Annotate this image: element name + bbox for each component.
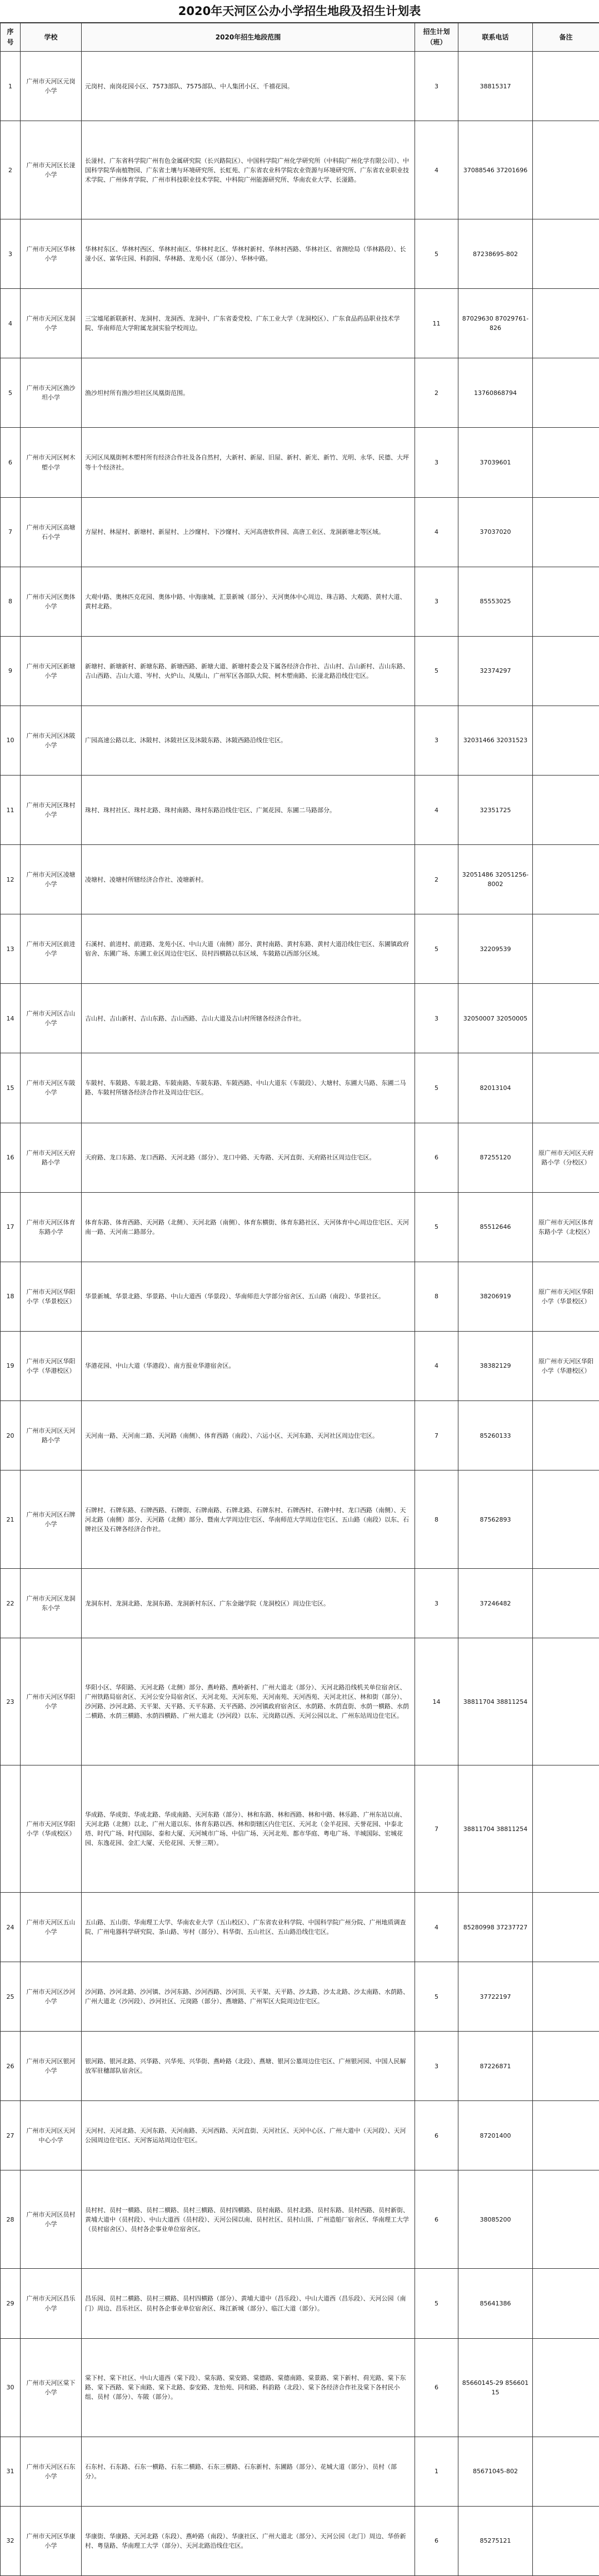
enrollment-range: 天河南一路、天河南二路、天河路（南侧）、体育西路（南段）、六运小区、天河东路、天河社区周边住宅区。 xyxy=(82,1400,415,1470)
contact-phone: 32050007 32050005 xyxy=(458,984,533,1053)
col-header-classes: 招生计划（班） xyxy=(415,23,458,52)
enrollment-range: 沙河路、沙河北路、沙河镇、沙河东路、沙河西路、沙河顶、天平架、天平路、沙太路、沙太北路、沙太南路、水荫路、广州大道北（沙河段）、沙河社区、元岗路（部分）、燕塘路、广州军区大院周边住宅区。 xyxy=(82,1962,415,2032)
school-name: 广州市天河区五山小学 xyxy=(21,1893,82,1962)
school-name: 广州市天河区昌乐小学 xyxy=(21,2269,82,2338)
contact-phone: 87562893 xyxy=(458,1470,533,1569)
school-name: 广州市天河区华林小学 xyxy=(21,219,82,289)
contact-phone: 32374297 xyxy=(458,636,533,706)
table-row xyxy=(1,776,599,845)
contact-phone: 38382129 xyxy=(458,1331,533,1400)
contact-phone: 87029630 87029761-826 xyxy=(458,289,533,358)
table-row xyxy=(1,1123,599,1192)
contact-phone: 37246482 xyxy=(458,1569,533,1638)
table-row xyxy=(1,2170,599,2269)
row-number: 13 xyxy=(1,914,21,984)
enrollment-range: 龙洞东村、龙洞北路、龙洞东路、龙洞新村东区、广东金融学院（龙洞校区）周边住宅区。 xyxy=(82,1569,415,1638)
contact-phone: 32031466 32031523 xyxy=(458,706,533,775)
enrollment-range: 天河村、天河北路、天河东路、天河南路、天河西路、天河直街、天河社区、天河中心区、广州大道中（天河段）、天河公园周边住宅区、天河客运站周边住宅区。 xyxy=(82,2101,415,2170)
row-number: 16 xyxy=(1,1123,21,1192)
row-number: 12 xyxy=(1,845,21,914)
remark xyxy=(533,2437,599,2506)
table-row xyxy=(1,2269,599,2338)
contact-phone: 32209539 xyxy=(458,914,533,984)
table-row xyxy=(1,428,599,497)
table-row xyxy=(1,1192,599,1262)
row-number: 14 xyxy=(1,984,21,1053)
contact-phone: 32351725 xyxy=(458,776,533,845)
row-number: 27 xyxy=(1,2101,21,2170)
class-count: 3 xyxy=(415,428,458,497)
contact-phone: 82013104 xyxy=(458,1053,533,1123)
school-name: 广州市天河区石牌小学 xyxy=(21,1470,82,1569)
enrollment-range: 银河路、银河北路、兴华路、兴华苑、兴华街、燕岭路（北段）、燕塘、银河公墓周边住宅区、广州银河园、中国人民解放军驻穗部队宿舍区。 xyxy=(82,2032,415,2101)
class-count: 4 xyxy=(415,121,458,219)
enrollment-range: 石牌村、石牌东路、石牌西路、石牌街、石牌南路、石牌北路、石牌东村、石牌西村、石牌中村、龙口西路（南侧）、天河北路（南侧）部分、天河路（北侧）部分、暨南大学周边住宅区、华南师范大学周边住宅区、五山路（南段）以东、石牌社区及石牌各经济合作社。 xyxy=(82,1470,415,1569)
contact-phone: 37722197 xyxy=(458,1962,533,2032)
row-number: 7 xyxy=(1,497,21,567)
contact-phone: 32051486 32051256-8002 xyxy=(458,845,533,914)
enrollment-range: 珠村、珠村社区、珠村北路、珠村南路、珠村东路沿线住宅区、广氮花园、东圃二马路部分。 xyxy=(82,776,415,845)
contact-phone: 87238695-802 xyxy=(458,219,533,289)
remark xyxy=(533,636,599,706)
table-row xyxy=(1,1962,599,2032)
remark xyxy=(533,121,599,219)
school-name: 广州市天河区沙河小学 xyxy=(21,1962,82,2032)
class-count: 7 xyxy=(415,1765,458,1893)
row-number: 17 xyxy=(1,1192,21,1262)
table-row xyxy=(1,1262,599,1331)
remark xyxy=(533,1569,599,1638)
enrollment-plan-table xyxy=(0,23,599,2576)
table-row xyxy=(1,2032,599,2101)
school-name: 广州市天河区华阳小学（华景校区） xyxy=(21,1262,82,1331)
school-name: 广州市天河区高塘石小学 xyxy=(21,497,82,567)
page-title: 2020年天河区公办小学招生地段及招生计划表 xyxy=(0,0,599,23)
school-name: 广州市天河区奥体小学 xyxy=(21,567,82,636)
remark xyxy=(533,914,599,984)
row-number: 24 xyxy=(1,1893,21,1962)
school-name: 广州市天河区沐陂小学 xyxy=(21,706,82,775)
contact-phone: 85553025 xyxy=(458,567,533,636)
table-row xyxy=(1,706,599,775)
enrollment-range: 车陂村、车陂路、车陂北路、车陂南路、车陂东路、车陂西路、中山大道东（车陂段）、大塘村、东圃大马路、东圃二马路、车陂村所辖各经济合作社及周边住宅区。 xyxy=(82,1053,415,1123)
class-count: 11 xyxy=(415,289,458,358)
remark xyxy=(533,2506,599,2575)
remark xyxy=(533,776,599,845)
row-number: 6 xyxy=(1,428,21,497)
table-body xyxy=(1,52,599,2576)
table-row xyxy=(1,289,599,358)
row-number: 30 xyxy=(1,2338,21,2437)
class-count: 3 xyxy=(415,2032,458,2101)
remark xyxy=(533,845,599,914)
table-row xyxy=(1,1765,599,1893)
table-row xyxy=(1,845,599,914)
enrollment-range: 华景新城、华景北路、华景路、中山大道西（华景段）、华南师范大学部分宿舍区、五山路（南段）、华景社区。 xyxy=(82,1262,415,1331)
remark xyxy=(533,428,599,497)
school-name: 广州市天河区渔沙坦小学 xyxy=(21,358,82,428)
class-count: 6 xyxy=(415,1123,458,1192)
contact-phone: 37039601 xyxy=(458,428,533,497)
contact-phone: 87201400 xyxy=(458,2101,533,2170)
school-name: 广州市天河区柯木塱小学 xyxy=(21,428,82,497)
table-row xyxy=(1,1400,599,1470)
table-row xyxy=(1,219,599,289)
school-name: 广州市天河区元岗小学 xyxy=(21,52,82,121)
class-count: 8 xyxy=(415,1262,458,1331)
enrollment-range: 三宝墟尾新联新村、龙洞村、龙洞西、龙洞中、广东省委党校、广东工业大学（龙洞校区）、广东食品药品职业技术学院、华南师范大学附属龙洞实验学校周边。 xyxy=(82,289,415,358)
school-name: 广州市天河区龙洞小学 xyxy=(21,289,82,358)
school-name: 广州市天河区吉山小学 xyxy=(21,984,82,1053)
row-number: 1 xyxy=(1,52,21,121)
class-count: 6 xyxy=(415,2170,458,2269)
enrollment-range: 员村村、员村一横路、员村二横路、员村三横路、员村四横路、员村南路、员村北路、员村东路、员村西路、员村新街、黄埔大道中（员村段）、中山大道西（员村段）、天河公园以南、员村社区、员村山顶、广州造船厂宿舍区、华南理工大学（员村宿舍区）、员村各企事业单位宿舍区。 xyxy=(82,2170,415,2269)
enrollment-range: 长湴村、广东省科学院广州有色金属研究院（长兴路院区）、中国科学院广州化学研究所（中科院广州化学有限公司）、中国科学院华南植物园、广东省土壤与环境研究所、长虹苑、广东省农业科学院农业资源与环境研究所、广东省农业职业技术学院、广州体育学院、广州市科技职业技术学院、中科院广州能源研究所、华南农业大学、长湴路。 xyxy=(82,121,415,219)
table-row xyxy=(1,567,599,636)
enrollment-range: 吉山村、吉山新村、吉山东路、吉山西路、吉山大道及吉山村所辖各经济合作社。 xyxy=(82,984,415,1053)
class-count: 5 xyxy=(415,1053,458,1123)
class-count: 5 xyxy=(415,914,458,984)
row-number: 8 xyxy=(1,567,21,636)
table-row xyxy=(1,1638,599,1765)
school-name: 广州市天河区新塘小学 xyxy=(21,636,82,706)
row-number: 23 xyxy=(1,1638,21,1765)
enrollment-range: 棠下村、棠下社区、中山大道西（棠下段）、棠东路、棠安路、棠德路、棠德南路、棠景路、棠下新村、荷光路、棠下东路、棠下西路、棠下南路、棠下北路、泰安路、龙怡苑、同和路、科韵路（北段）、棠下各经济合作社及棠下各村民小组、员村（部分）、车陂（部分）。 xyxy=(82,2338,415,2437)
remark xyxy=(533,2338,599,2437)
school-name: 广州市天河区银河小学 xyxy=(21,2032,82,2101)
class-count: 5 xyxy=(415,219,458,289)
enrollment-range: 华林村东区、华林村西区、华林村南区、华林村北区、华林村新村、华林村西路、华林社区、省测绘局（华林路段）、长湴小区、富华庄园、科韵园、华林路、龙苑小区（部分）、华林中路。 xyxy=(82,219,415,289)
class-count: 6 xyxy=(415,2101,458,2170)
row-number: 5 xyxy=(1,358,21,428)
row-number: 26 xyxy=(1,2032,21,2101)
remark xyxy=(533,1400,599,1470)
enrollment-range: 华港花园、中山大道（华港段）、南方报业华港宿舍区。 xyxy=(82,1331,415,1400)
contact-phone: 85512646 xyxy=(458,1192,533,1262)
remark xyxy=(533,358,599,428)
contact-phone: 85641386 xyxy=(458,2269,533,2338)
school-name: 广州市天河区珠村小学 xyxy=(21,776,82,845)
class-count: 6 xyxy=(415,2338,458,2437)
col-header-note: 备注 xyxy=(533,23,599,52)
enrollment-range: 华康街、华康路、天河北路（东段）、燕岭路（南段）、华康社区、广州大道北（部分）、天河公园（北门）周边、华侨新村、粤垦路、华南理工大学（部分）、天河北路沿线住宅区。 xyxy=(82,2506,415,2575)
remark: 原广州市天河区华阳小学（华景校区） xyxy=(533,1262,599,1331)
enrollment-range: 元岗村、南岗花园小区、7573部队、7575部队、中人集团小区、千禧花园。 xyxy=(82,52,415,121)
row-number: 21 xyxy=(1,1470,21,1569)
class-count: 3 xyxy=(415,567,458,636)
remark xyxy=(533,2170,599,2269)
class-count: 5 xyxy=(415,2269,458,2338)
table-header-row xyxy=(1,23,599,52)
enrollment-range: 方屋村、林屋村、新塘村、新屋村、上沙窿村、下沙窿村、天河高唐软件园、高唐工业区、龙洞新塘北等区域。 xyxy=(82,497,415,567)
table-row xyxy=(1,1053,599,1123)
class-count: 2 xyxy=(415,845,458,914)
remark xyxy=(533,706,599,775)
table-row xyxy=(1,358,599,428)
contact-phone: 85671045-802 xyxy=(458,2437,533,2506)
remark xyxy=(533,567,599,636)
remark: 原广州市天河区天府路小学（分校区） xyxy=(533,1123,599,1192)
remark: 原广州市天河区华阳小学（华港校区） xyxy=(533,1331,599,1400)
remark xyxy=(533,1638,599,1765)
class-count: 2 xyxy=(415,358,458,428)
class-count: 3 xyxy=(415,706,458,775)
row-number: 31 xyxy=(1,2437,21,2506)
remark xyxy=(533,52,599,121)
table-row xyxy=(1,2101,599,2170)
remark xyxy=(533,1962,599,2032)
contact-phone: 38085200 xyxy=(458,2170,533,2269)
row-number: 15 xyxy=(1,1053,21,1123)
remark xyxy=(533,1470,599,1569)
class-count: 5 xyxy=(415,1192,458,1262)
contact-phone: 38815317 xyxy=(458,52,533,121)
table-row xyxy=(1,1569,599,1638)
table-row xyxy=(1,121,599,219)
contact-phone: 85660145-29 85660115 xyxy=(458,2338,533,2437)
row-number: 18 xyxy=(1,1262,21,1331)
school-name: 广州市天河区天河中心小学 xyxy=(21,2101,82,2170)
row-number: 28 xyxy=(1,2170,21,2269)
row-number: 29 xyxy=(1,2269,21,2338)
row-number: 25 xyxy=(1,1962,21,2032)
row-number: 32 xyxy=(1,2506,21,2575)
contact-phone: 38206919 xyxy=(458,1262,533,1331)
remark xyxy=(533,497,599,567)
class-count: 3 xyxy=(415,52,458,121)
remark xyxy=(533,2101,599,2170)
enrollment-range: 天府路、龙口东路、龙口西路、天河北路（部分）、龙口中路、天寿路、天河直街、天府路社区周边住宅区。 xyxy=(82,1123,415,1192)
remark xyxy=(533,1053,599,1123)
class-count: 1 xyxy=(415,2437,458,2506)
class-count: 5 xyxy=(415,636,458,706)
table-row xyxy=(1,984,599,1053)
contact-phone: 37037020 xyxy=(458,497,533,567)
enrollment-range: 新塘村、新塘新村、新塘东路、新塘西路、新塘大道、新塘村委会及下属各经济合作社、吉山村、吉山新村、吉山东路、吉山西路、吉山大道、岑村、火炉山、凤凰山、广州军区各部队大院、柯木塱南路、长湴北路沿线住宅区。 xyxy=(82,636,415,706)
class-count: 8 xyxy=(415,1470,458,1569)
school-name: 广州市天河区凌塘小学 xyxy=(21,845,82,914)
enrollment-range: 华成路、华成街、华成北路、华成南路、天河东路（部分）、林和东路、林和西路、林和中路、林乐路、广州东站以南、天河北路（北侧）以北、广州大道以东、体育东路以西、林和街辖区内住宅区、天河北（金羊花园、天誉花园、中泰北塔、时代广场、时代国际、泰和大厦、天河城市广场、中信广场、天河北苑、都市华庭、粤电广场、羊城国际、宏城花园、东逸花园、金汇大厦、天伦花园、天誉三期）。 xyxy=(82,1765,415,1893)
remark xyxy=(533,219,599,289)
row-number xyxy=(1,1765,21,1893)
school-name: 广州市天河区华康小学 xyxy=(21,2506,82,2575)
row-number: 2 xyxy=(1,121,21,219)
enrollment-range: 华阳小区、华阳路、天河北路（北侧）部分、燕岭路、燕岭新村、广州大道北（部分）、天河北路沿线机关单位宿舍区、广州铁路局宿舍区、天河公安分局宿舍区、天河北苑、天河东苑、天河南苑、天河西苑、天河北社区、林和街（部分）、沙河路、沙河北路、天平架、天平路、天平东路、天平西路、沙河镇政府宿舍区、水荫路、水荫直街、水荫一横路、水荫二横路、水荫三横路、水荫四横路、广州大道北（沙河段）以东、元岗路以西、天河公园以北、广州东站周边住宅区。 xyxy=(82,1638,415,1765)
contact-phone: 38811704 38811254 xyxy=(458,1638,533,1765)
remark xyxy=(533,1893,599,1962)
enrollment-range: 五山路、五山街、华南理工大学、华南农业大学（五山校区）、广东省农业科学院、中国科学院广州分院、广州地质调查院、广州电器科学研究院、茶山路、岑村（部分）、科华街、五山社区、五山路沿线住宅区。 xyxy=(82,1893,415,1962)
remark xyxy=(533,2032,599,2101)
contact-phone: 85275121 xyxy=(458,2506,533,2575)
table-row xyxy=(1,497,599,567)
contact-phone: 87255120 xyxy=(458,1123,533,1192)
contact-phone: 85260133 xyxy=(458,1400,533,1470)
school-name: 广州市天河区华阳小学（华成校区） xyxy=(21,1765,82,1893)
row-number: 19 xyxy=(1,1331,21,1400)
table-row xyxy=(1,1331,599,1400)
table-row xyxy=(1,1470,599,1569)
school-name: 广州市天河区长湴小学 xyxy=(21,121,82,219)
enrollment-range: 广园高速公路以北、沐陂村、沐陂社区及沐陂东路、沐陂西路沿线住宅区。 xyxy=(82,706,415,775)
remark xyxy=(533,289,599,358)
school-name: 广州市天河区天府路小学 xyxy=(21,1123,82,1192)
class-count: 7 xyxy=(415,1400,458,1470)
row-number: 9 xyxy=(1,636,21,706)
row-number: 3 xyxy=(1,219,21,289)
col-header-range: 2020年招生地段范围 xyxy=(82,23,415,52)
school-name: 广州市天河区前进小学 xyxy=(21,914,82,984)
contact-phone: 87226871 xyxy=(458,2032,533,2101)
enrollment-range: 昌乐园、员村二横路、员村三横路、员村四横路（部分）、黄埔大道中（昌乐段）、中山大道西（昌乐段）、天河公园（南门）周边、昌乐社区、员村各企事业单位宿舍区、珠江新城（部分）、临江大道（部分）。 xyxy=(82,2269,415,2338)
enrollment-range: 石溪村、前进村、前进路、龙苑小区、中山大道（南侧）部分、黄村南路、黄村东路、黄村大道沿线住宅区、东圃镇政府宿舍、东圃广场、东圃工业区周边住宅区、员村四横路以东区域、车陂路以西部分区域。 xyxy=(82,914,415,984)
remark: 原广州市天河区体育东路小学（北校区） xyxy=(533,1192,599,1262)
school-name: 广州市天河区华阳小学（华港校区） xyxy=(21,1331,82,1400)
table-row xyxy=(1,52,599,121)
school-name: 广州市天河区龙洞东小学 xyxy=(21,1569,82,1638)
contact-phone: 38811704 38811254 xyxy=(458,1765,533,1893)
enrollment-range: 天河区凤凰街柯木塱村所有经济合作社及各自然村，大新村、新屋、旧屋、新村、新光、新竹、光明、永华、民德、大坪等十个经济社。 xyxy=(82,428,415,497)
school-name: 广州市天河区华阳小学 xyxy=(21,1638,82,1765)
enrollment-range: 体育东路、体育西路、天河路（北侧）、天河北路（南侧）、体育东横街、体育东路社区、天河体育中心周边住宅区、天河南一路、天河南二路部分。 xyxy=(82,1192,415,1262)
row-number: 20 xyxy=(1,1400,21,1470)
row-number: 4 xyxy=(1,289,21,358)
table-row xyxy=(1,2338,599,2437)
table-row xyxy=(1,914,599,984)
class-count: 4 xyxy=(415,1893,458,1962)
class-count: 6 xyxy=(415,2506,458,2575)
table-row xyxy=(1,2506,599,2575)
table-row xyxy=(1,2437,599,2506)
school-name: 广州市天河区天河路小学 xyxy=(21,1400,82,1470)
school-name: 广州市天河区石东小学 xyxy=(21,2437,82,2506)
contact-phone: 13760868794 xyxy=(458,358,533,428)
enrollment-range: 大观中路、奥林匹克花园、奥体中路、中海康城、汇景新城（部分）、天河奥体中心周边、珠吉路、大观路、黄村大道、黄村北路。 xyxy=(82,567,415,636)
remark xyxy=(533,1765,599,1893)
row-number: 10 xyxy=(1,706,21,775)
class-count: 3 xyxy=(415,984,458,1053)
col-header-school: 学校 xyxy=(21,23,82,52)
row-number: 11 xyxy=(1,776,21,845)
table-row xyxy=(1,636,599,706)
class-count: 4 xyxy=(415,1331,458,1400)
class-count: 14 xyxy=(415,1638,458,1765)
remark xyxy=(533,984,599,1053)
class-count: 4 xyxy=(415,497,458,567)
school-name: 广州市天河区棠下小学 xyxy=(21,2338,82,2437)
enrollment-range: 渔沙坦村所有渔沙坦社区凤凰街范围。 xyxy=(82,358,415,428)
enrollment-range: 凌塘村、凌塘村所辖经济合作社、凌塘新村。 xyxy=(82,845,415,914)
school-name: 广州市天河区员村小学 xyxy=(21,2170,82,2269)
remark xyxy=(533,2269,599,2338)
col-header-no: 序号 xyxy=(1,23,21,52)
enrollment-range: 石东村、石东路、石东一横路、石东二横路、石东三横路、石东新村、东圃路（部分）、花城大道（部分）、员村（部分）。 xyxy=(82,2437,415,2506)
school-name: 广州市天河区车陂小学 xyxy=(21,1053,82,1123)
class-count: 3 xyxy=(415,1569,458,1638)
class-count: 5 xyxy=(415,1962,458,2032)
col-header-phone: 联系电话 xyxy=(458,23,533,52)
table-row xyxy=(1,1893,599,1962)
row-number: 22 xyxy=(1,1569,21,1638)
contact-phone: 37088546 37201696 xyxy=(458,121,533,219)
school-name: 广州市天河区体育东路小学 xyxy=(21,1192,82,1262)
contact-phone: 85280998 37237727 xyxy=(458,1893,533,1962)
class-count: 4 xyxy=(415,776,458,845)
